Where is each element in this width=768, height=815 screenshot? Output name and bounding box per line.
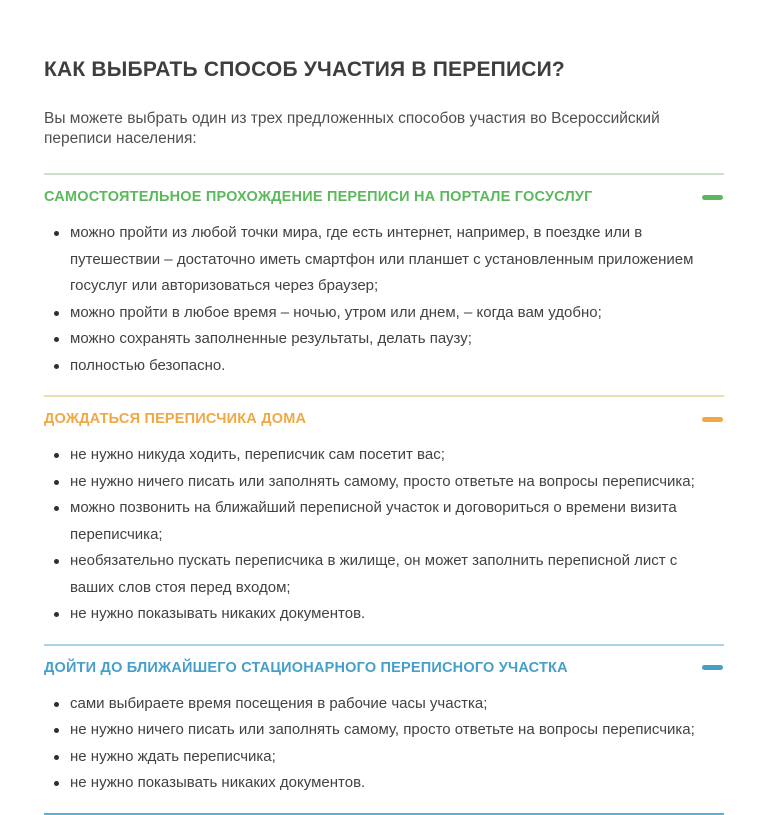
list-item: можно пройти в любое время – ночью, утром или днем, – когда вам удобно;: [54, 300, 702, 327]
bullet-list: [54, 691, 724, 797]
bullet-list: [54, 220, 724, 379]
list-item: не нужно показывать никаких документов.: [54, 770, 702, 797]
accordion-item-gosuslugi: [44, 173, 724, 395]
list-item: полностью безопасно.: [54, 353, 702, 380]
accordion-item-census-station: [44, 644, 724, 815]
participation-accordion: [44, 173, 724, 815]
collapse-minus-icon[interactable]: [702, 665, 723, 670]
accordion-header-census-station[interactable]: [44, 657, 724, 678]
accordion-body: [44, 678, 724, 803]
list-item: не нужно показывать никаких документов.: [54, 601, 702, 628]
accordion-body: [44, 429, 724, 634]
list-item: сами выбираете время посещения в рабочие часы участка;: [54, 691, 702, 718]
collapse-minus-icon[interactable]: [702, 195, 723, 200]
list-item: можно пройти из любой точки мира, где есть интернет, например, в поездке или в путешествии – достаточно иметь смартфон или планшет с установленным приложением госуслуг или авторизоваться через браузер;: [54, 220, 702, 300]
page-title: КАК ВЫБРАТЬ СПОСОБ УЧАСТИЯ В ПЕРЕПИСИ?: [44, 58, 565, 81]
accordion-body: [44, 207, 724, 385]
list-item: не нужно ждать переписчика;: [54, 744, 702, 771]
list-item: не нужно ничего писать или заполнять самому, просто ответьте на вопросы переписчика;: [54, 717, 702, 744]
intro-text: Вы можете выбрать один из трех предложенных способов участия во Всероссийский переписи населения:: [44, 110, 660, 147]
list-item: не нужно ничего писать или заполнять самому, просто ответьте на вопросы переписчика;: [54, 469, 702, 496]
collapse-minus-icon[interactable]: [702, 417, 723, 422]
accordion-item-enumerator-home: [44, 395, 724, 644]
list-item: не нужно никуда ходить, переписчик сам посетит вас;: [54, 442, 702, 469]
accordion-title: ДОЖДАТЬСЯ ПЕРЕПИСЧИКА ДОМА: [44, 411, 307, 427]
bullet-list: [54, 442, 724, 628]
accordion-header-gosuslugi[interactable]: [44, 186, 724, 207]
census-participation-page: [44, 0, 724, 815]
accordion-header-enumerator-home[interactable]: [44, 408, 724, 429]
list-item: необязательно пускать переписчика в жилище, он может заполнить переписной лист с ваших слов стоя перед входом;: [54, 548, 702, 601]
list-item: можно позвонить на ближайший переписной участок и договориться о времени визита переписчика;: [54, 495, 702, 548]
accordion-title: САМОСТОЯТЕЛЬНОЕ ПРОХОЖДЕНИЕ ПЕРЕПИСИ НА ПОРТАЛЕ ГОСУСЛУГ: [44, 189, 593, 205]
list-item: можно сохранять заполненные результаты, делать паузу;: [54, 326, 702, 353]
accordion-title: ДОЙТИ ДО БЛИЖАЙШЕГО СТАЦИОНАРНОГО ПЕРЕПИСНОГО УЧАСТКА: [44, 659, 568, 676]
